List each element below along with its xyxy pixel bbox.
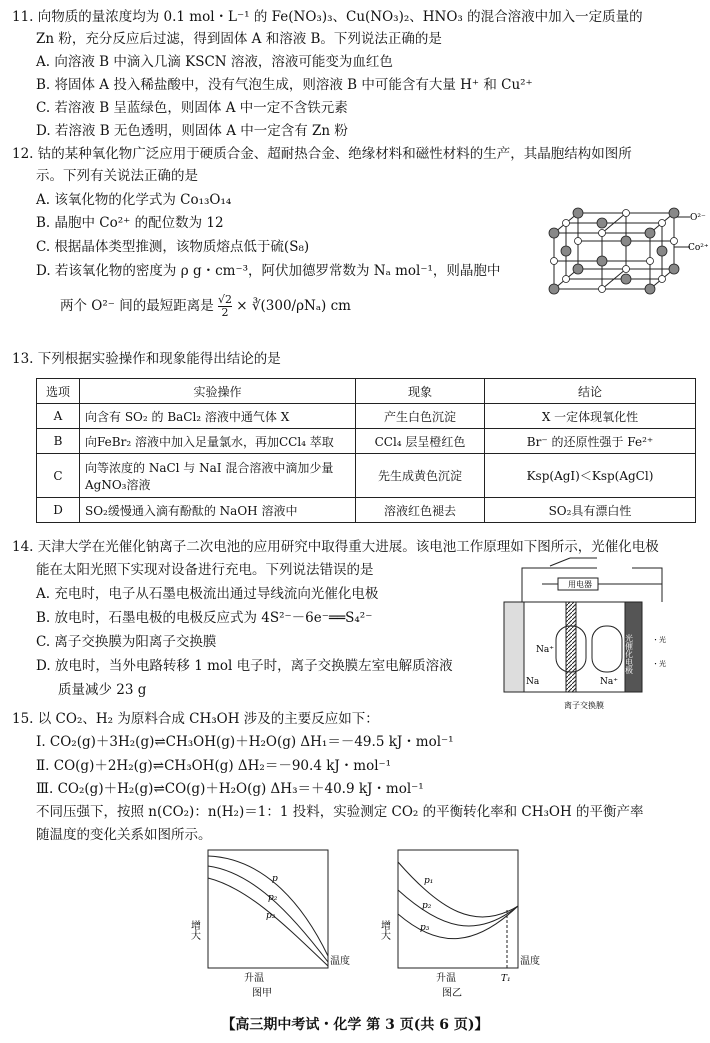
figure-b-xlabel-right: 温度: [520, 956, 540, 967]
cell-option: D: [37, 498, 80, 523]
label-co2-ion: Co²⁺: [688, 243, 709, 253]
q14-stem-line2: 能在太阳光照下实现对设备进行充电。下列说法错误的是: [36, 562, 374, 578]
label-p: p: [272, 874, 278, 884]
q14-option-b: B. 放电时，石墨电极的电极反应式为 4S²⁻－6e⁻══S₄²⁻: [36, 610, 373, 626]
q12-option-a: A. 该氧化物的化学式为 Co₁₃O₁₄: [36, 192, 232, 208]
membrane-label: 离子交换膜: [564, 701, 604, 710]
figure-b-ylabel: 增大: [378, 920, 390, 940]
q14-option-d: D. 放电时，当外电路转移 1 mol 电子时，离子交换膜左室电解质溶液: [36, 658, 453, 674]
q12-option-c: C. 根据晶体类型推测，该物质熔点低于硫(S₈): [36, 239, 310, 255]
q12-d2-frac-num: √2: [217, 293, 232, 306]
q12-d2-post: × ∛(300/ρNₐ) cm: [236, 298, 351, 314]
figure-a-xlabel-left: 升温: [244, 973, 264, 984]
cell-conclusion: Br⁻ 的还原性强于 Fe²⁺: [485, 429, 696, 454]
q14-option-d-line2: 质量减少 23 g: [58, 682, 147, 698]
cell-conclusion: SO₂具有漂白性: [485, 498, 696, 523]
q15-reaction-2: Ⅱ. CO(g)＋2H₂(g)⇌CH₃OH(g) ΔH₂＝－90.4 kJ・mol⁻¹: [36, 758, 392, 774]
curve-p3: [208, 878, 328, 966]
curve-p1: [398, 862, 518, 917]
cell-phenomenon: 先生成黄色沉淀: [356, 454, 485, 498]
label-o2-ion: O²⁻: [690, 213, 706, 223]
na-ion-label-left: Na⁺: [536, 645, 554, 655]
sun-label-a: ・光: [652, 636, 666, 644]
label-p3-b: p₃: [420, 923, 430, 933]
crystal-cell-figure: [540, 205, 709, 295]
cell-operation: 向FeBr₂ 溶液中加入足量氯水，再加CCl₄ 萃取: [80, 429, 356, 454]
cell-option: C: [37, 454, 80, 498]
cell-operation: 向含有 SO₂ 的 BaCl₂ 溶液中通气体 X: [80, 404, 356, 429]
q15-stem: 15. 以 CO₂、H₂ 为原料合成 CH₃OH 涉及的主要反应如下：: [12, 711, 379, 727]
q11-option-a: A. 向溶液 B 中滴入几滴 KSCN 溶液，溶液可能变为血红色: [36, 54, 393, 70]
table-row: [37, 454, 696, 498]
q11-stem-line2: Zn 粉，充分反应后过滤，得到固体 A 和溶液 B。下列说法正确的是: [36, 31, 442, 47]
col-conclusion: 结论: [485, 379, 696, 404]
q12-d2-fraction: [218, 294, 232, 319]
figure-b-frame: [398, 850, 518, 968]
q12-option-b: B. 晶胞中 Co²⁺ 的配位数为 12: [36, 215, 224, 231]
table-row: [37, 404, 696, 429]
figure-a-frame: [208, 850, 328, 968]
ion-exchange-membrane: [566, 602, 576, 692]
na-label: Na: [526, 677, 540, 687]
label-p1-b: p₁: [424, 876, 434, 886]
table-row: [37, 429, 696, 454]
figure-a: [190, 848, 370, 998]
cell-conclusion: X 一定体现氧化性: [485, 404, 696, 429]
q12-d2-pre: 两个 O²⁻ 间的最短距离是: [60, 298, 214, 314]
q11-option-c: C. 若溶液 B 呈蓝绿色，则固体 A 中一定不含铁元素: [36, 100, 348, 116]
label-p2: p₂: [268, 893, 278, 903]
q15-reaction-1: Ⅰ. CO₂(g)＋3H₂(g)⇌CH₃OH(g)＋H₂O(g) ΔH₁＝－49.5 kJ・mol⁻¹: [36, 734, 454, 750]
sun-label-b: ・光: [652, 660, 666, 668]
col-operation: 实验操作: [80, 379, 356, 404]
figure-a-ylabel: 增大: [188, 920, 200, 940]
label-t1: T₁: [501, 974, 511, 984]
experiment-table: [36, 378, 696, 523]
battery-figure: [492, 556, 706, 710]
q11-option-b: B. 将固体 A 投入稀盐酸中，没有气泡生成，则溶液 B 中可能含有大量 H⁺ 和 Cu²⁺: [36, 77, 533, 93]
q15-paragraph-line2: 随温度的变化关系如图所示。: [36, 827, 212, 843]
q14-option-a: A. 充电时，电子从石墨电极流出通过导线流向光催化电极: [36, 586, 379, 602]
q11-option-d: D. 若溶液 B 无色透明，则固体 A 中一定含有 Zn 粉: [36, 123, 348, 139]
q12-d2-frac-den: 2: [221, 306, 229, 319]
cell-operation: 向等浓度的 NaCl 与 NaI 混合溶液中滴加少量 AgNO₃溶液: [80, 454, 356, 498]
q13-stem: 13. 下列根据实验操作和现象能得出结论的是: [12, 351, 281, 367]
label-p2-b: p₂: [422, 901, 432, 911]
figure-b-xlabel-left: 升温: [436, 973, 456, 984]
cell-phenomenon: 溶液红色褪去: [356, 498, 485, 523]
left-electrode: [504, 602, 524, 692]
label-p3: p₃: [266, 911, 276, 921]
cell-option: B: [37, 429, 80, 454]
cell-phenomenon: 产生白色沉淀: [356, 404, 485, 429]
figure-b: [380, 848, 560, 998]
q15-reaction-3: Ⅲ. CO₂(g)＋H₂(g)⇌CO(g)＋H₂O(g) ΔH₃＝＋40.9 kJ・mol⁻¹: [36, 781, 424, 797]
q12-option-d-line2: [60, 294, 351, 319]
q12-stem-line2: 示。下列有关说法正确的是: [36, 168, 198, 184]
q11-stem-line1: 11. 向物质的量浓度均为 0.1 mol・L⁻¹ 的 Fe(NO₃)₃、Cu(NO₃)₂、HNO₃ 的混合溶液中加入一定质量的: [12, 9, 643, 25]
figure-a-xlabel-right: 温度: [330, 956, 350, 967]
q12-stem-line1: 12. 钴的某种氧化物广泛应用于硬质合金、超耐热合金、绝缘材料和磁性材料的生产，其晶胞结构如图所: [12, 146, 632, 162]
q14-stem-line1: 14. 天津大学在光催化钠离子二次电池的应用研究中取得重大进展。该电池工作原理如下图所示，光催化电极: [12, 539, 659, 555]
curve-p: [208, 856, 328, 956]
table-row: [37, 498, 696, 523]
curve-p3-b: [398, 906, 518, 939]
photo-electrode-label: 光催化电极: [624, 634, 634, 674]
cell-phenomenon: CCl₄ 层呈橙红色: [356, 429, 485, 454]
figure-a-caption: 图甲: [252, 988, 272, 999]
col-option: 选项: [37, 379, 80, 404]
q14-option-c: C. 离子交换膜为阳离子交换膜: [36, 634, 217, 650]
figure-b-caption: 图乙: [442, 988, 462, 999]
col-phenomenon: 现象: [356, 379, 485, 404]
page-footer: 【高三期中考试・化学 第 3 页(共 6 页)】: [221, 1017, 489, 1033]
q12-option-d: D. 若该氧化物的密度为 ρ g・cm⁻³，阿伏加德罗常数为 Nₐ mol⁻¹，则晶胞中: [36, 263, 501, 279]
q15-paragraph-line1: 不同压强下，按照 n(CO₂)：n(H₂)＝1：1 投料，实验测定 CO₂ 的平衡转化率和 CH₃OH 的平衡产率: [36, 804, 644, 820]
cell-option: A: [37, 404, 80, 429]
load-label: 用电器: [568, 580, 592, 589]
cell-operation: SO₂缓慢通入滴有酚酞的 NaOH 溶液中: [80, 498, 356, 523]
table-header-row: [37, 379, 696, 404]
cell-conclusion: Ksp(AgI)＜Ksp(AgCl): [485, 454, 696, 498]
na-ion-label: Na⁺: [600, 677, 618, 687]
